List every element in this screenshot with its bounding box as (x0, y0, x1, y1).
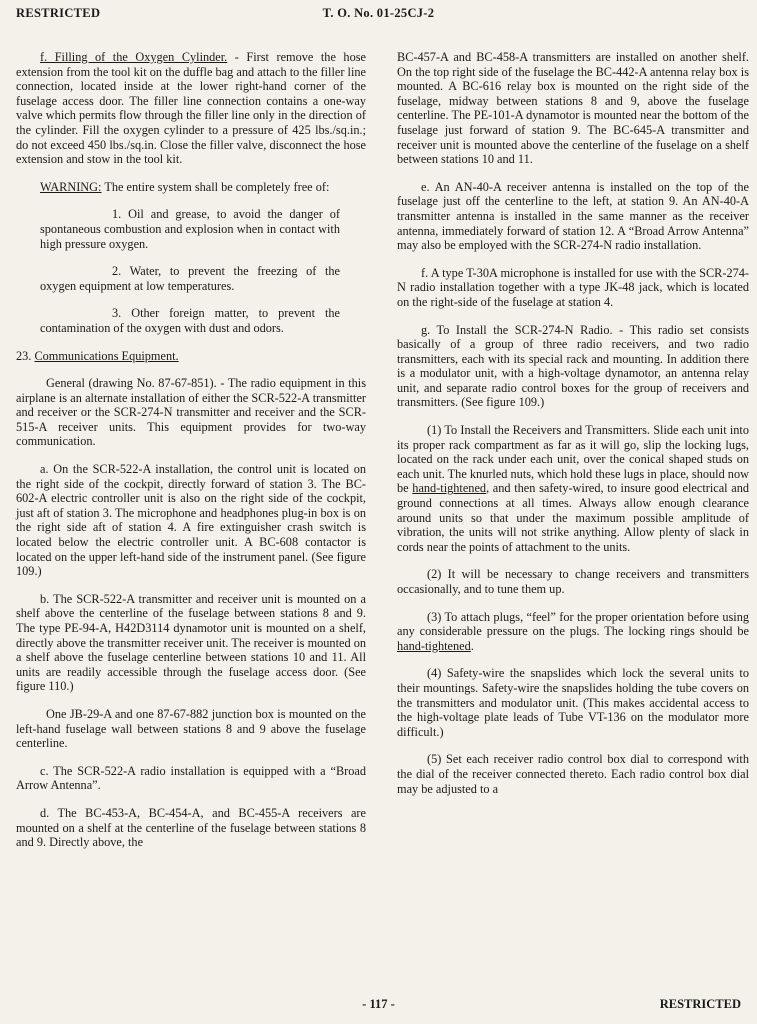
warning-intro (40, 180, 340, 195)
paragraph-b: b. The SCR-522-A transmitter and receiver unit is mounted on a shelf above the centerline of the fuselage between stations 8 and 9. The type PE-94-A, H42D3114 dynamotor unit is mounted on a shelf, directly above the transmitter receiver unit. The receiver is mounted on a shelf above the fuselage centerline between stations 10 and 11. All units are readily accessible through the fuselage access door. (See figure 110.) (16, 591, 366, 694)
step-text: . (470, 638, 474, 653)
left-column (16, 50, 366, 863)
paragraph-c: c. The SCR-522-A radio installation is equipped with a “Broad Arrow Antenna”. (16, 763, 366, 793)
warning-label: WARNING: (40, 179, 102, 194)
section-title: Communications Equipment. (34, 348, 179, 363)
paragraph-body: - First remove the hose extension from the tool kit on the duffle bag and attach to the filler line connection, located inside at the lower right-hand corner of the fuselage access door. The filler line connection contains a one-way valve which permits flow through the filler line only in the direction of the cylinder. Fill the oxygen cylinder to a pressure of 425 lbs./sq.in.; do not exceed 450 lbs./sq.in. Close the filler valve, disconnect the hose extension and stow in the tool kit. (16, 50, 366, 167)
header-classification: RESTRICTED (16, 6, 101, 20)
paragraph-a: a. On the SCR-522-A installation, the control unit is located on the right side of the cockpit, directly forward of station 3. The BC-602-A electric controller unit is also on the right side of the cockpit, just aft of station 3. The microphone and headphones plug-in box is on the right side aft of station 4. A fire extinguisher crash switch is located below the electric controller unit. A BC-608 contactor is located on the upper left-hand side of the instrument panel. (See figure 109.) (16, 462, 366, 579)
warning-block (40, 180, 340, 336)
paragraph-d-continued: BC-457-A and BC-458-A transmitters are installed on another shelf. On the top right side of the fuselage the BC-442-A antenna relay box is mounted. A BC-616 relay box is mounted on the right side of the fuselage, midway between stations 8 and 9, above the fuselage centerline. The PE-101-A dynamotor is mounted near the bottom of the fuselage just forward of station 9. The BC-645-A transmitter and receiver unit is mounted above the centerline of the fuselage on a shelf between stations 10 and 11. (397, 50, 749, 167)
page-number: - 117 - (362, 997, 395, 1011)
step-text: (1) To Install the Receivers and Transmitters. Slide each unit into its proper rack compartment as far as it will go, slip the locking lugs, located on the rack under each unit, over the conical shaped studs on each unit. The knurled nuts, which hold these lugs in place, should now be (397, 423, 749, 496)
section-23-heading (16, 349, 366, 364)
warning-item-1: 1. Oil and grease, to avoid the danger of spontaneous combustion and explosion when in contact with high pressure oxygen. (40, 207, 340, 251)
section-number: 23. (16, 348, 35, 363)
paragraph-general: General (drawing No. 87-67-851). - The radio equipment in this airplane is an alternate installation of either the SCR-522-A transmitter and receiver or the SCR-274-N transmitter and receiver and the SCR-515-A receiver units. This equipment provides for two-way communication. (16, 376, 366, 449)
warning-item-3: 3. Other foreign matter, to prevent the contamination of the oxygen with dust and odors. (40, 306, 340, 335)
step-4: (4) Safety-wire the snapslides which lock the several units to their mountings. Safety-wire the snapslides holding the tube covers on the transmitters and modulator unit. (This makes accidental access to the high-voltage plate leads of Tube VT-136 on the modulator more difficult.) (397, 666, 749, 739)
paragraph-d: d. The BC-453-A, BC-454-A, and BC-455-A receivers are mounted on a shelf at the centerline of the fuselage between stations 8 and 9. Directly above, the (16, 805, 366, 850)
paragraph-f: f. A type T-30A microphone is installed for use with the SCR-274-N radio installation together with a type JK-48 jack, which is located on the right-side of the fuselage at station 4. (397, 265, 749, 309)
step-text: , and then safety-wired, to insure good electrical and ground connections at all times. Always allow enough clearance around units so that under the maximum possible amplitude of vibration, the units will not strike anything. Allow plenty of slack in cords near the points of attachment to the units. (397, 481, 750, 554)
step-2: (2) It will be necessary to change receivers and transmitters occasionally, and to tune them up. (397, 567, 749, 596)
paragraph-oxygen-filling (16, 50, 366, 167)
paragraph-junction-box: One JB-29-A and one 87-67-882 junction box is mounted on the left-hand fuselage wall between stations 8 and 9 above the fuselage centerline. (16, 706, 366, 751)
warning-item-2: 2. Water, to prevent the freezing of the oxygen equipment at low temperatures. (40, 264, 340, 293)
warning-text: The entire system shall be completely free of: (101, 179, 330, 194)
step-1 (397, 423, 749, 554)
step-emphasis: hand-tightened (397, 638, 471, 653)
step-5: (5) Set each receiver radio control box dial to correspond with the dial of the receiver connected thereto. Each radio control box dial may be adjusted to a (397, 752, 749, 796)
header-to-number: T. O. No. 01-25CJ-2 (322, 6, 435, 20)
paragraph-e: e. An AN-40-A receiver antenna is installed on the top of the fuselage just off the centerline to the left, at station 9. An AN-40-A transmitter antenna is installed in the same manner as the receiver antenna, immediately forward of station 12. A “Broad Arrow Antenna” may also be employed with the SCR-274-N radio installation. (397, 179, 749, 253)
step-3 (397, 610, 749, 654)
footer-classification: RESTRICTED (659, 997, 741, 1011)
paragraph-g: g. To Install the SCR-274-N Radio. - This radio set consists basically of a group of three radio receivers, and two radio transmitters, each with its special rack and mounting. In addition there is a modulator unit, with a high-voltage dynamotor, an antenna relay unit, and separate radio control boxes for the group of receivers and transmitters. (See figure 109.) (397, 322, 749, 410)
right-column (397, 50, 749, 809)
step-emphasis: hand-tightened (412, 481, 487, 496)
step-text: (3) To attach plugs, “feel” for the proper orientation before using any considerable pressure on the plugs. The locking rings should be (397, 609, 749, 639)
paragraph-heading: f. Filling of the Oxygen Cylinder. (40, 50, 228, 64)
